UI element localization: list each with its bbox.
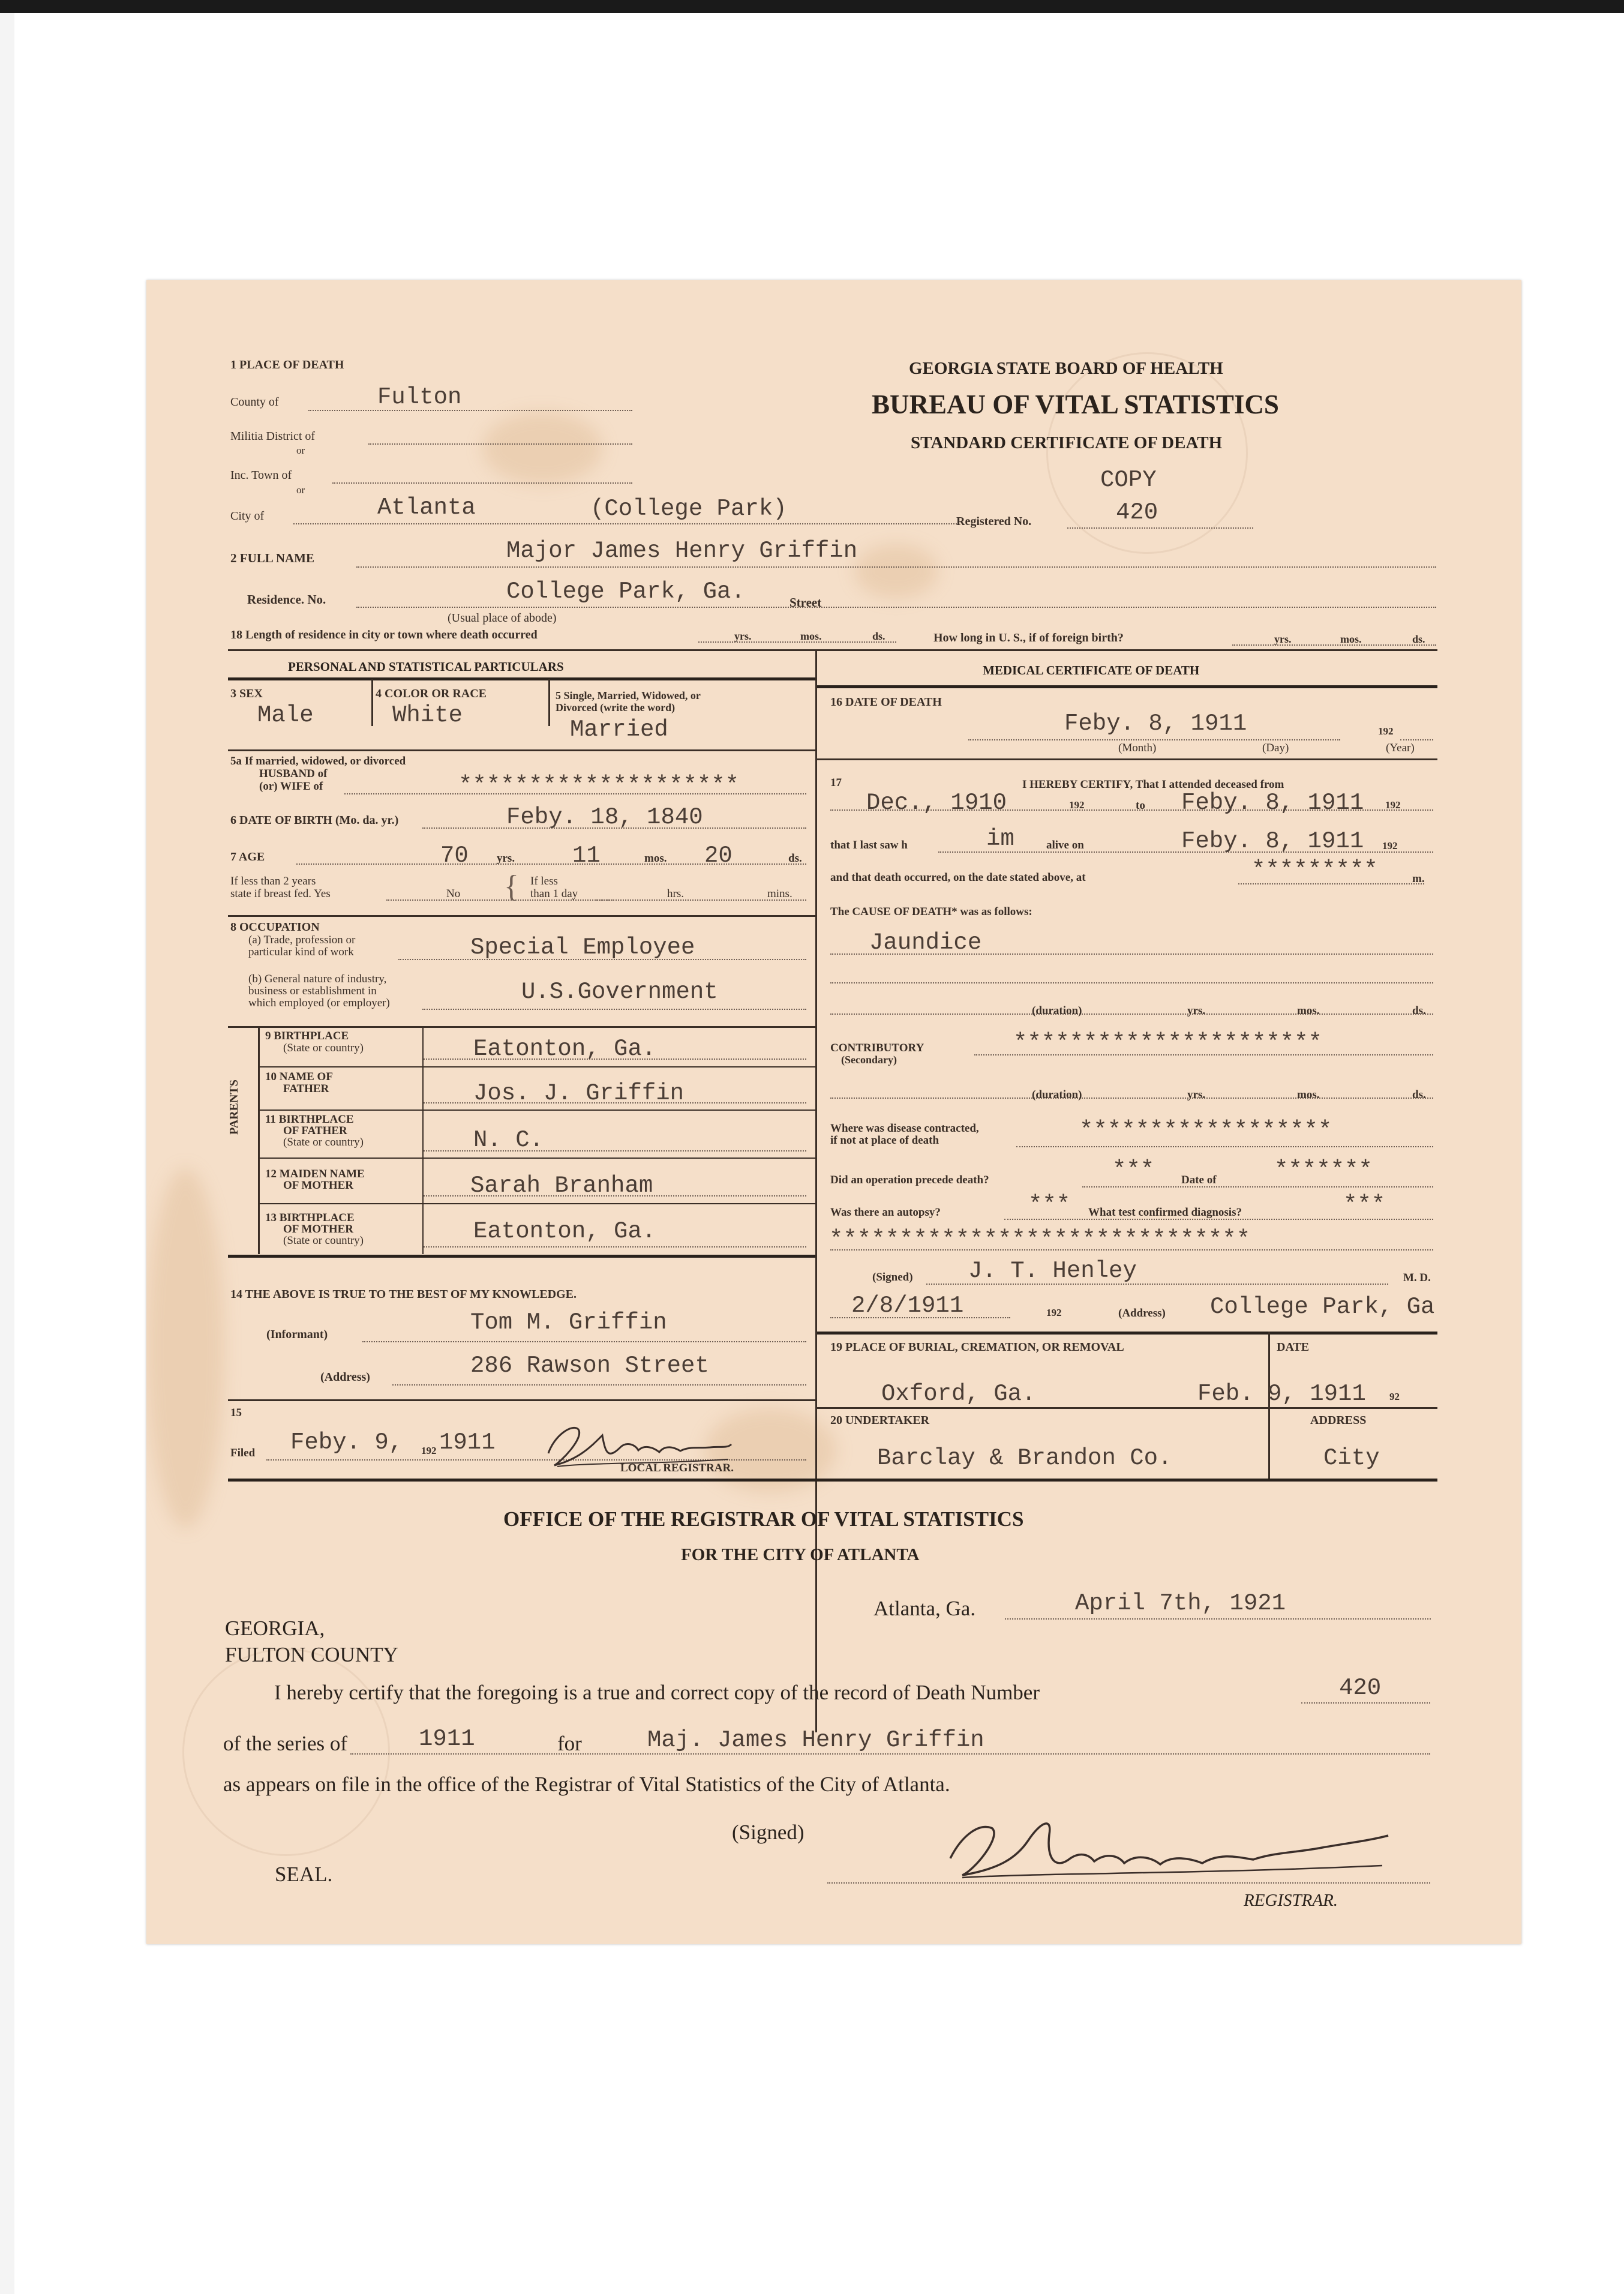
rule bbox=[228, 915, 815, 917]
occupation-b-label: (b) General nature of industry, bbox=[248, 973, 387, 985]
color-label: 4 COLOR OR RACE bbox=[376, 687, 487, 700]
yrs: yrs. bbox=[734, 630, 752, 642]
duration-label: (duration) bbox=[1032, 1088, 1082, 1101]
registrar-city-title: FOR THE CITY OF ATLANTA bbox=[681, 1545, 920, 1564]
medical-heading: MEDICAL CERTIFICATE OF DEATH bbox=[983, 663, 1200, 677]
for-label: for bbox=[557, 1732, 582, 1755]
sign-192: 192 bbox=[1046, 1307, 1062, 1318]
last-saw-him: im bbox=[986, 826, 1014, 852]
death-number: 420 bbox=[1339, 1675, 1382, 1701]
place-heading: 1 PLACE OF DEATH bbox=[230, 358, 344, 371]
address-value: 286 Rawson Street bbox=[470, 1353, 709, 1379]
father-value: Jos. J. Griffin bbox=[473, 1080, 685, 1106]
dob-label: 6 DATE OF BIRTH (Mo. da. yr.) bbox=[230, 814, 399, 827]
date-line bbox=[1005, 1618, 1431, 1620]
or-text: or bbox=[296, 484, 305, 496]
birthplace-value: Eatonton, Ga. bbox=[473, 1036, 656, 1062]
stars-value: ****************************** bbox=[829, 1227, 1251, 1253]
series-year: 1911 bbox=[419, 1726, 475, 1752]
cause-label: The CAUSE OF DEATH* was as follows: bbox=[830, 905, 1032, 918]
mother-birthplace-value: Eatonton, Ga. bbox=[473, 1218, 656, 1245]
mother-label: OF MOTHER bbox=[283, 1179, 353, 1192]
county-label: County of bbox=[230, 395, 279, 409]
state-label: GEORGIA, bbox=[225, 1617, 325, 1640]
stain bbox=[146, 1168, 224, 1528]
informant-line bbox=[362, 1341, 806, 1342]
duration-label: (duration) bbox=[1032, 1004, 1082, 1017]
rule bbox=[228, 1255, 815, 1258]
month-caption: (Month) bbox=[1118, 742, 1157, 754]
dod-192: 192 bbox=[1378, 725, 1394, 737]
where-value: ****************** bbox=[1079, 1117, 1332, 1144]
parents-label: PARENTS bbox=[227, 1079, 241, 1135]
marital-label: Divorced (write the word) bbox=[556, 701, 676, 713]
marital-value: Married bbox=[570, 716, 668, 743]
residence-value: College Park, Ga. bbox=[506, 578, 745, 605]
death-number-line bbox=[1301, 1702, 1430, 1704]
abode-note: (Usual place of abode) bbox=[448, 611, 557, 625]
occurred-label: and that death occurred, on the date stated above, at bbox=[830, 871, 1086, 884]
certify-text: I hereby certify that the foregoing is a true and correct copy of the record of Death Number bbox=[274, 1681, 1040, 1704]
md-label: M. D. bbox=[1403, 1272, 1431, 1284]
ds: ds. bbox=[788, 852, 802, 865]
city-note: (College Park) bbox=[590, 496, 787, 522]
yrs: yrs. bbox=[1187, 1004, 1206, 1017]
certify-text: I HEREBY CERTIFY, That I attended deceased from bbox=[1022, 778, 1284, 791]
mos: mos. bbox=[1340, 633, 1362, 645]
ds: ds. bbox=[1412, 1004, 1426, 1017]
true-label: 14 THE ABOVE IS TRUE TO THE BEST OF MY KNOWLEDGE. bbox=[230, 1288, 577, 1301]
burial-date: Feb. 9, 1911 bbox=[1197, 1381, 1366, 1407]
rule bbox=[258, 1158, 815, 1159]
county-value: Fulton bbox=[377, 384, 462, 410]
foreign-line bbox=[1232, 644, 1436, 646]
where-label: if not at place of death bbox=[830, 1134, 939, 1147]
autopsy-line bbox=[1004, 1219, 1433, 1220]
undertaker-label: 20 UNDERTAKER bbox=[830, 1414, 930, 1427]
occupation-a-label: (a) Trade, profession or bbox=[248, 934, 356, 946]
father-birthplace-label: (State or country) bbox=[283, 1136, 364, 1149]
infant-label: state if breast fed. Yes bbox=[230, 887, 331, 900]
marital-label: 5 Single, Married, Widowed, or bbox=[556, 689, 701, 701]
mos: mos. bbox=[644, 852, 667, 865]
where-line bbox=[1016, 1146, 1433, 1147]
mother-birthplace-label: 13 BIRTHPLACE bbox=[265, 1212, 355, 1224]
attended-to: Feby. 8, 1911 bbox=[1181, 790, 1364, 816]
parents-divider bbox=[258, 1026, 260, 1254]
inc-town-label: Inc. Town of bbox=[230, 469, 292, 482]
autopsy-label: Was there an autopsy? bbox=[830, 1206, 941, 1219]
local-registrar-label: LOCAL REGISTRAR. bbox=[620, 1462, 734, 1474]
filed-date: Feby. 9, bbox=[290, 1429, 403, 1456]
residence-label: Residence. No. bbox=[247, 592, 326, 607]
date-label: DATE bbox=[1277, 1341, 1310, 1354]
test-label: What test confirmed diagnosis? bbox=[1088, 1206, 1242, 1219]
dod-label: 16 DATE OF DEATH bbox=[830, 695, 942, 709]
last-saw-label: that I last saw h bbox=[830, 839, 908, 851]
bureau-title: BUREAU OF VITAL STATISTICS bbox=[872, 389, 1279, 419]
personal-heading: PERSONAL AND STATISTICAL PARTICULARS bbox=[288, 659, 564, 674]
age-years: 70 bbox=[440, 842, 469, 869]
occupation-b-label: business or establishment in bbox=[248, 985, 377, 997]
test-value: *** bbox=[1343, 1192, 1386, 1218]
undertaker-address-label: ADDRESS bbox=[1310, 1414, 1367, 1427]
filed-label: Filed bbox=[230, 1447, 256, 1459]
rule bbox=[817, 1407, 1437, 1409]
sex-value: Male bbox=[257, 702, 314, 728]
occupation-a-value: Special Employee bbox=[470, 934, 695, 961]
duration-line bbox=[830, 1013, 1433, 1015]
contributory-label: (Secondary) bbox=[841, 1054, 897, 1066]
brace-glyph: { bbox=[504, 869, 519, 904]
father-label: FATHER bbox=[283, 1082, 329, 1095]
mos: mos. bbox=[800, 630, 822, 642]
address-line bbox=[392, 1384, 806, 1386]
undertaker-address: City bbox=[1323, 1445, 1380, 1471]
rule bbox=[228, 649, 1437, 651]
informant-value: Tom M. Griffin bbox=[470, 1309, 667, 1336]
atlanta-label: Atlanta, Ga. bbox=[873, 1597, 976, 1620]
sign-address-label: (Address) bbox=[1118, 1307, 1166, 1320]
occupation-label: 8 OCCUPATION bbox=[230, 920, 320, 934]
filed-year: 1911 bbox=[439, 1429, 496, 1456]
date-of-value: ******* bbox=[1274, 1157, 1373, 1183]
color-value: White bbox=[392, 702, 463, 728]
stain bbox=[854, 544, 938, 598]
last-saw-date: Feby. 8, 1911 bbox=[1181, 828, 1364, 854]
from-192: 192 bbox=[1069, 799, 1085, 811]
year-caption: (Year) bbox=[1386, 742, 1415, 754]
ds: ds. bbox=[1412, 633, 1425, 645]
address-label: (Address) bbox=[320, 1371, 370, 1384]
series-line bbox=[350, 1753, 1430, 1755]
stain bbox=[482, 412, 602, 484]
cell-divider bbox=[548, 679, 550, 726]
city-label: City of bbox=[230, 509, 265, 523]
cause-line-2 bbox=[830, 982, 1433, 983]
copy-stamp: COPY bbox=[1100, 467, 1157, 493]
city-value: Atlanta bbox=[377, 494, 476, 521]
filed-number: 15 bbox=[230, 1407, 242, 1419]
certificate-title: STANDARD CERTIFICATE OF DEATH bbox=[911, 433, 1223, 452]
county-line bbox=[308, 410, 632, 411]
sex-label: 3 SEX bbox=[230, 687, 263, 700]
mother-value: Sarah Branham bbox=[470, 1173, 653, 1199]
full-name-value: Major James Henry Griffin bbox=[506, 538, 858, 564]
full-name-label: 2 FULL NAME bbox=[230, 551, 315, 565]
length-line bbox=[698, 641, 896, 643]
spouse-label: (or) WIFE of bbox=[259, 780, 323, 793]
father-birthplace-label: OF FATHER bbox=[283, 1124, 347, 1137]
length-label: 18 Length of residence in city or town where death occurred bbox=[230, 628, 538, 641]
attended-from: Dec., 1910 bbox=[866, 790, 1007, 816]
registered-line bbox=[1067, 527, 1253, 529]
rule bbox=[258, 1066, 815, 1067]
rule bbox=[258, 1203, 815, 1204]
where-label: Where was disease contracted, bbox=[830, 1122, 979, 1135]
age-months: 11 bbox=[572, 842, 601, 869]
street-label: Street bbox=[790, 595, 822, 610]
father-birthplace-label: 11 BIRTHPLACE bbox=[265, 1113, 354, 1126]
yrs: yrs. bbox=[497, 852, 515, 865]
militia-line bbox=[368, 443, 632, 445]
inc-town-line bbox=[332, 482, 632, 484]
operation-label: Did an operation precede death? bbox=[830, 1174, 989, 1186]
yrs: yrs. bbox=[1274, 633, 1292, 645]
date-of-label: Date of bbox=[1181, 1174, 1217, 1186]
physician-name: J. T. Henley bbox=[968, 1258, 1137, 1284]
item-17: 17 bbox=[830, 776, 842, 789]
cell-divider bbox=[422, 1026, 424, 1254]
scanner-top-border bbox=[0, 0, 1624, 13]
city-line bbox=[293, 523, 959, 524]
rule bbox=[817, 758, 1437, 760]
mother-birthplace-label: OF MOTHER bbox=[283, 1223, 353, 1236]
occupation-b-line bbox=[422, 1009, 806, 1010]
operation-line bbox=[1082, 1186, 1433, 1188]
yrs: yrs. bbox=[1187, 1088, 1206, 1101]
foreign-label: How long in U. S., if of foreign birth? bbox=[933, 631, 1124, 644]
filed-192: 192 bbox=[421, 1445, 437, 1456]
occurred-time: ********* bbox=[1251, 857, 1378, 883]
registered-label: Registered No. bbox=[956, 515, 1032, 528]
infant-line bbox=[386, 899, 614, 901]
seal-label: SEAL. bbox=[275, 1863, 333, 1886]
duration-line bbox=[830, 1097, 1433, 1099]
mother-birthplace-label: (State or country) bbox=[283, 1234, 364, 1247]
registered-number: 420 bbox=[1116, 499, 1158, 526]
for-name: Maj. James Henry Griffin bbox=[647, 1727, 984, 1753]
dob-value: Feby. 18, 1840 bbox=[506, 804, 703, 830]
dod-line bbox=[968, 739, 1340, 740]
undertaker-value: Barclay & Brandon Co. bbox=[877, 1445, 1172, 1471]
signed-label: (Signed) bbox=[872, 1271, 913, 1284]
father-label: 10 NAME OF bbox=[265, 1070, 333, 1083]
day-caption: (Day) bbox=[1262, 742, 1289, 754]
burial-192: 92 bbox=[1389, 1391, 1400, 1402]
rule bbox=[228, 1399, 815, 1401]
occupation-b-label: which employed (or employer) bbox=[248, 997, 390, 1009]
mother-birthplace-line bbox=[424, 1246, 806, 1248]
registrar-signed-label: (Signed) bbox=[732, 1821, 805, 1844]
less-label: than 1 day bbox=[530, 887, 578, 900]
rule bbox=[228, 677, 815, 680]
spouse-label: 5a If married, widowed, or divorced bbox=[230, 755, 406, 767]
infant-label: If less than 2 years bbox=[230, 875, 316, 887]
series-label: of the series of bbox=[223, 1732, 348, 1755]
rule bbox=[258, 1109, 815, 1111]
alive-on-label: alive on bbox=[1046, 839, 1084, 851]
sign-address: College Park, Ga bbox=[1210, 1294, 1435, 1320]
m-label: m. bbox=[1412, 872, 1425, 885]
residence-line bbox=[356, 607, 1436, 608]
birthplace-label: 9 BIRTHPLACE bbox=[265, 1030, 349, 1042]
mos: mos. bbox=[1297, 1004, 1320, 1017]
appears-text: as appears on file in the office of the Registrar of Vital Statistics of the City of Atlanta. bbox=[223, 1773, 950, 1796]
infant-no: No bbox=[446, 887, 461, 900]
dod-year-line bbox=[1400, 739, 1433, 740]
rule bbox=[228, 749, 815, 751]
registrar-label: REGISTRAR. bbox=[1244, 1891, 1338, 1910]
cause-value: Jaundice bbox=[869, 929, 982, 956]
certification-date: April 7th, 1921 bbox=[1075, 1590, 1286, 1617]
rule bbox=[228, 1479, 1437, 1482]
occurred-line bbox=[1238, 883, 1424, 884]
contributory-value: ********************** bbox=[1013, 1030, 1322, 1056]
rule bbox=[228, 1026, 815, 1028]
age-days: 20 bbox=[704, 842, 733, 869]
last-192: 192 bbox=[1382, 840, 1398, 851]
occupation-b-value: U.S.Government bbox=[521, 979, 718, 1005]
burial-label: 19 PLACE OF BURIAL, CREMATION, OR REMOVAL bbox=[830, 1341, 1124, 1354]
occupation-a-label: particular kind of work bbox=[248, 946, 354, 958]
registrar-office-title: OFFICE OF THE REGISTRAR OF VITAL STATISTICS bbox=[503, 1507, 1024, 1531]
mother-label: 12 MAIDEN NAME bbox=[265, 1168, 365, 1180]
registrar-signature bbox=[926, 1810, 1394, 1888]
age-label: 7 AGE bbox=[230, 850, 265, 863]
county-label: FULTON COUNTY bbox=[225, 1643, 398, 1666]
ds: ds. bbox=[872, 630, 885, 642]
dod-value: Feby. 8, 1911 bbox=[1064, 710, 1247, 737]
burial-place: Oxford, Ga. bbox=[881, 1381, 1036, 1407]
to-label: to bbox=[1136, 799, 1145, 812]
or-text: or bbox=[296, 445, 305, 456]
spouse-label: HUSBAND of bbox=[259, 767, 328, 780]
hrs: hrs. bbox=[667, 887, 684, 900]
to-192: 192 bbox=[1385, 799, 1401, 811]
death-certificate bbox=[146, 280, 1521, 1944]
board-title: GEORGIA STATE BOARD OF HEALTH bbox=[909, 359, 1223, 378]
spouse-value: ******************** bbox=[458, 772, 740, 799]
local-registrar-signature bbox=[536, 1411, 734, 1477]
sign-date: 2/8/1911 bbox=[851, 1293, 964, 1319]
mins: mins. bbox=[767, 887, 793, 900]
father-birthplace-value: N. C. bbox=[473, 1127, 544, 1153]
contributory-label: CONTRIBUTORY bbox=[830, 1042, 924, 1054]
rule bbox=[817, 1332, 1437, 1335]
birthplace-label: (State or country) bbox=[283, 1042, 364, 1054]
autopsy-value: *** bbox=[1028, 1192, 1071, 1218]
militia-label: Militia District of bbox=[230, 430, 316, 443]
mos: mos. bbox=[1297, 1088, 1320, 1101]
rule bbox=[817, 685, 1437, 688]
informant-label: (Informant) bbox=[266, 1328, 328, 1341]
ds: ds. bbox=[1412, 1088, 1426, 1101]
column-divider bbox=[815, 649, 817, 1732]
scanner-left-edge bbox=[0, 13, 15, 2294]
full-name-line bbox=[356, 566, 1436, 568]
cell-divider bbox=[371, 679, 373, 726]
less-label: If less bbox=[530, 875, 558, 887]
operation-value: *** bbox=[1112, 1157, 1155, 1183]
